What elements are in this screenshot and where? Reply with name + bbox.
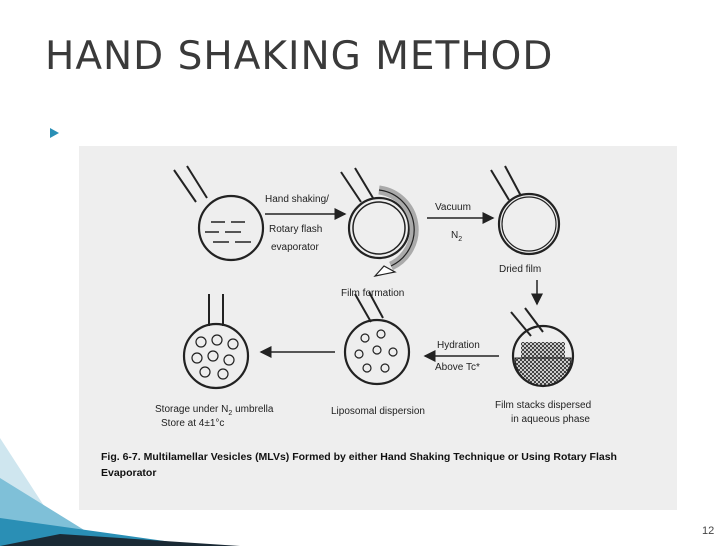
hydration-label: Hydration [437,340,480,351]
n2-label: $N_2$ [451,230,463,243]
flask-film-formation [341,168,414,276]
dried-film-label: Dried film [499,264,542,275]
above-tc-label: Above Tc* [435,362,480,373]
step1-label-line2: Rotary flash [269,224,323,235]
flask-solution [174,166,263,260]
liposome-method-diagram [79,146,677,510]
caption-line1: Fig. 6-7. Multilamellar Vesicles (MLVs) Formed by either Hand Shaking Technique or Using Rotary Flash [101,451,617,463]
store-temp-label: Store at 4±1°c [161,418,225,429]
caption-line2: Evaporator [101,467,157,479]
vacuum-label: Vacuum [435,202,471,213]
step1-label-line3: evaporator [271,242,319,253]
step1-label-line1: Hand shaking/ [265,194,329,205]
liposomal-dispersion-label: Liposomal dispersion [331,406,425,417]
film-stacks-label-line1: Film stacks dispersed [495,400,592,411]
page-number: 12 [702,525,715,537]
flask-film-stacks [511,308,573,386]
bullet-arrow-icon [50,128,59,138]
flask-dried-film [491,166,559,254]
slide-title: HAND SHAKING METHOD [45,34,554,79]
film-formation-label: Film formation [341,288,405,299]
storage-label: Storage under $N_2$ umbrella [155,404,274,417]
figure-image [79,146,677,510]
film-stacks-label-line2: in aqueous phase [511,414,590,425]
flask-liposomal-dispersion [345,292,409,384]
flask-storage [184,294,248,388]
